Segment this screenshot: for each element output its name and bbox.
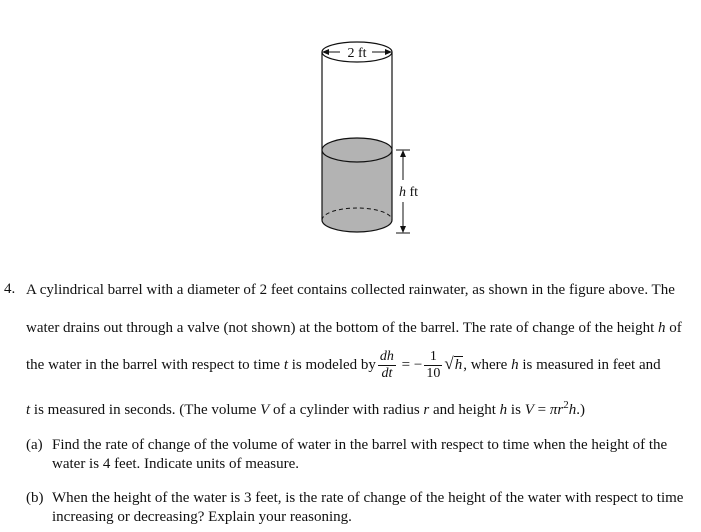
barrel-figure <box>300 30 440 245</box>
formula-h: h <box>568 402 577 418</box>
question-number: 4. <box>4 281 16 297</box>
var-r: r <box>423 402 430 418</box>
var-V: V <box>260 402 270 418</box>
question-line-4-end: .) <box>576 402 585 418</box>
part-b-line-1: When the height of the water is 3 feet, is the rate of change of the height of the water with respect to time <box>52 490 684 506</box>
var-t: t <box>283 357 288 373</box>
diameter-label: 2 ft <box>347 46 367 61</box>
height-arrowhead-up <box>400 150 406 157</box>
question-line-3-after: , where <box>463 357 512 373</box>
question-line-3-mid: is modeled by <box>288 357 376 373</box>
part-a-line-2: water is 4 feet. Indicate units of measure. <box>52 456 299 472</box>
part-b-text <box>52 489 686 527</box>
height-arrowhead-down <box>400 226 406 233</box>
formula-pi: π <box>549 402 558 418</box>
question-line-4-c: and height <box>429 402 500 418</box>
barrel-diagram <box>300 30 440 245</box>
question-line-4-a: is measured in seconds. (The volume <box>30 402 261 418</box>
part-a-label: (a) <box>26 437 43 453</box>
question-line-3 <box>26 348 661 382</box>
formula-exponent: 2 <box>563 399 569 411</box>
formula-r: r <box>557 402 564 418</box>
derivative-fraction <box>378 349 396 382</box>
formula-equals: = <box>533 402 550 418</box>
part-b-line-2: increasing or decreasing? Explain your reasoning. <box>52 509 352 525</box>
part-b-label: (b) <box>26 490 44 506</box>
water-surface-ellipse <box>322 138 392 162</box>
question-line-2 <box>26 319 682 337</box>
coefficient-numerator: 1 <box>424 349 442 366</box>
part-a <box>26 436 686 474</box>
question-line-2-post: of <box>665 320 682 336</box>
var-h: h <box>658 320 666 336</box>
coefficient-denominator: 10 <box>426 366 441 382</box>
derivative-denominator: dt <box>381 366 393 382</box>
minus-sign: − <box>413 357 423 373</box>
height-var: h <box>399 185 406 200</box>
question-line-3-end: is measured in feet and <box>518 357 661 373</box>
radical-sign: √ <box>444 354 454 373</box>
formula-V: V <box>524 402 534 418</box>
volume-formula <box>524 399 577 418</box>
equals-sign: = <box>401 357 411 373</box>
coefficient-fraction <box>424 349 442 382</box>
question-line-4-d: is <box>507 402 525 418</box>
question-line-4 <box>26 396 585 419</box>
question-line-1: A cylindrical barrel with a diameter of 2 feet contains collected rainwater, as shown in the figure above. The <box>26 282 675 298</box>
part-b <box>26 489 686 527</box>
sqrt-argument: h <box>454 357 463 373</box>
height-label <box>399 185 418 200</box>
question-line-4-b: of a cylinder with radius <box>269 402 424 418</box>
question-line-3-pre: the water in the barrel with respect to time <box>26 357 284 373</box>
height-unit: ft <box>409 185 419 200</box>
var-t-2: t <box>26 402 31 418</box>
var-h-2: h <box>511 357 519 373</box>
derivative-numerator: dh <box>379 349 394 365</box>
part-a-line-1: Find the rate of change of the volume of water in the barrel with respect to time when the height of the <box>52 437 668 453</box>
part-a-text <box>52 436 686 474</box>
question-line-2-pre: water drains out through a valve (not shown) at the bottom of the barrel. The rate of change of the height <box>26 320 659 336</box>
var-h-3: h <box>499 402 508 418</box>
